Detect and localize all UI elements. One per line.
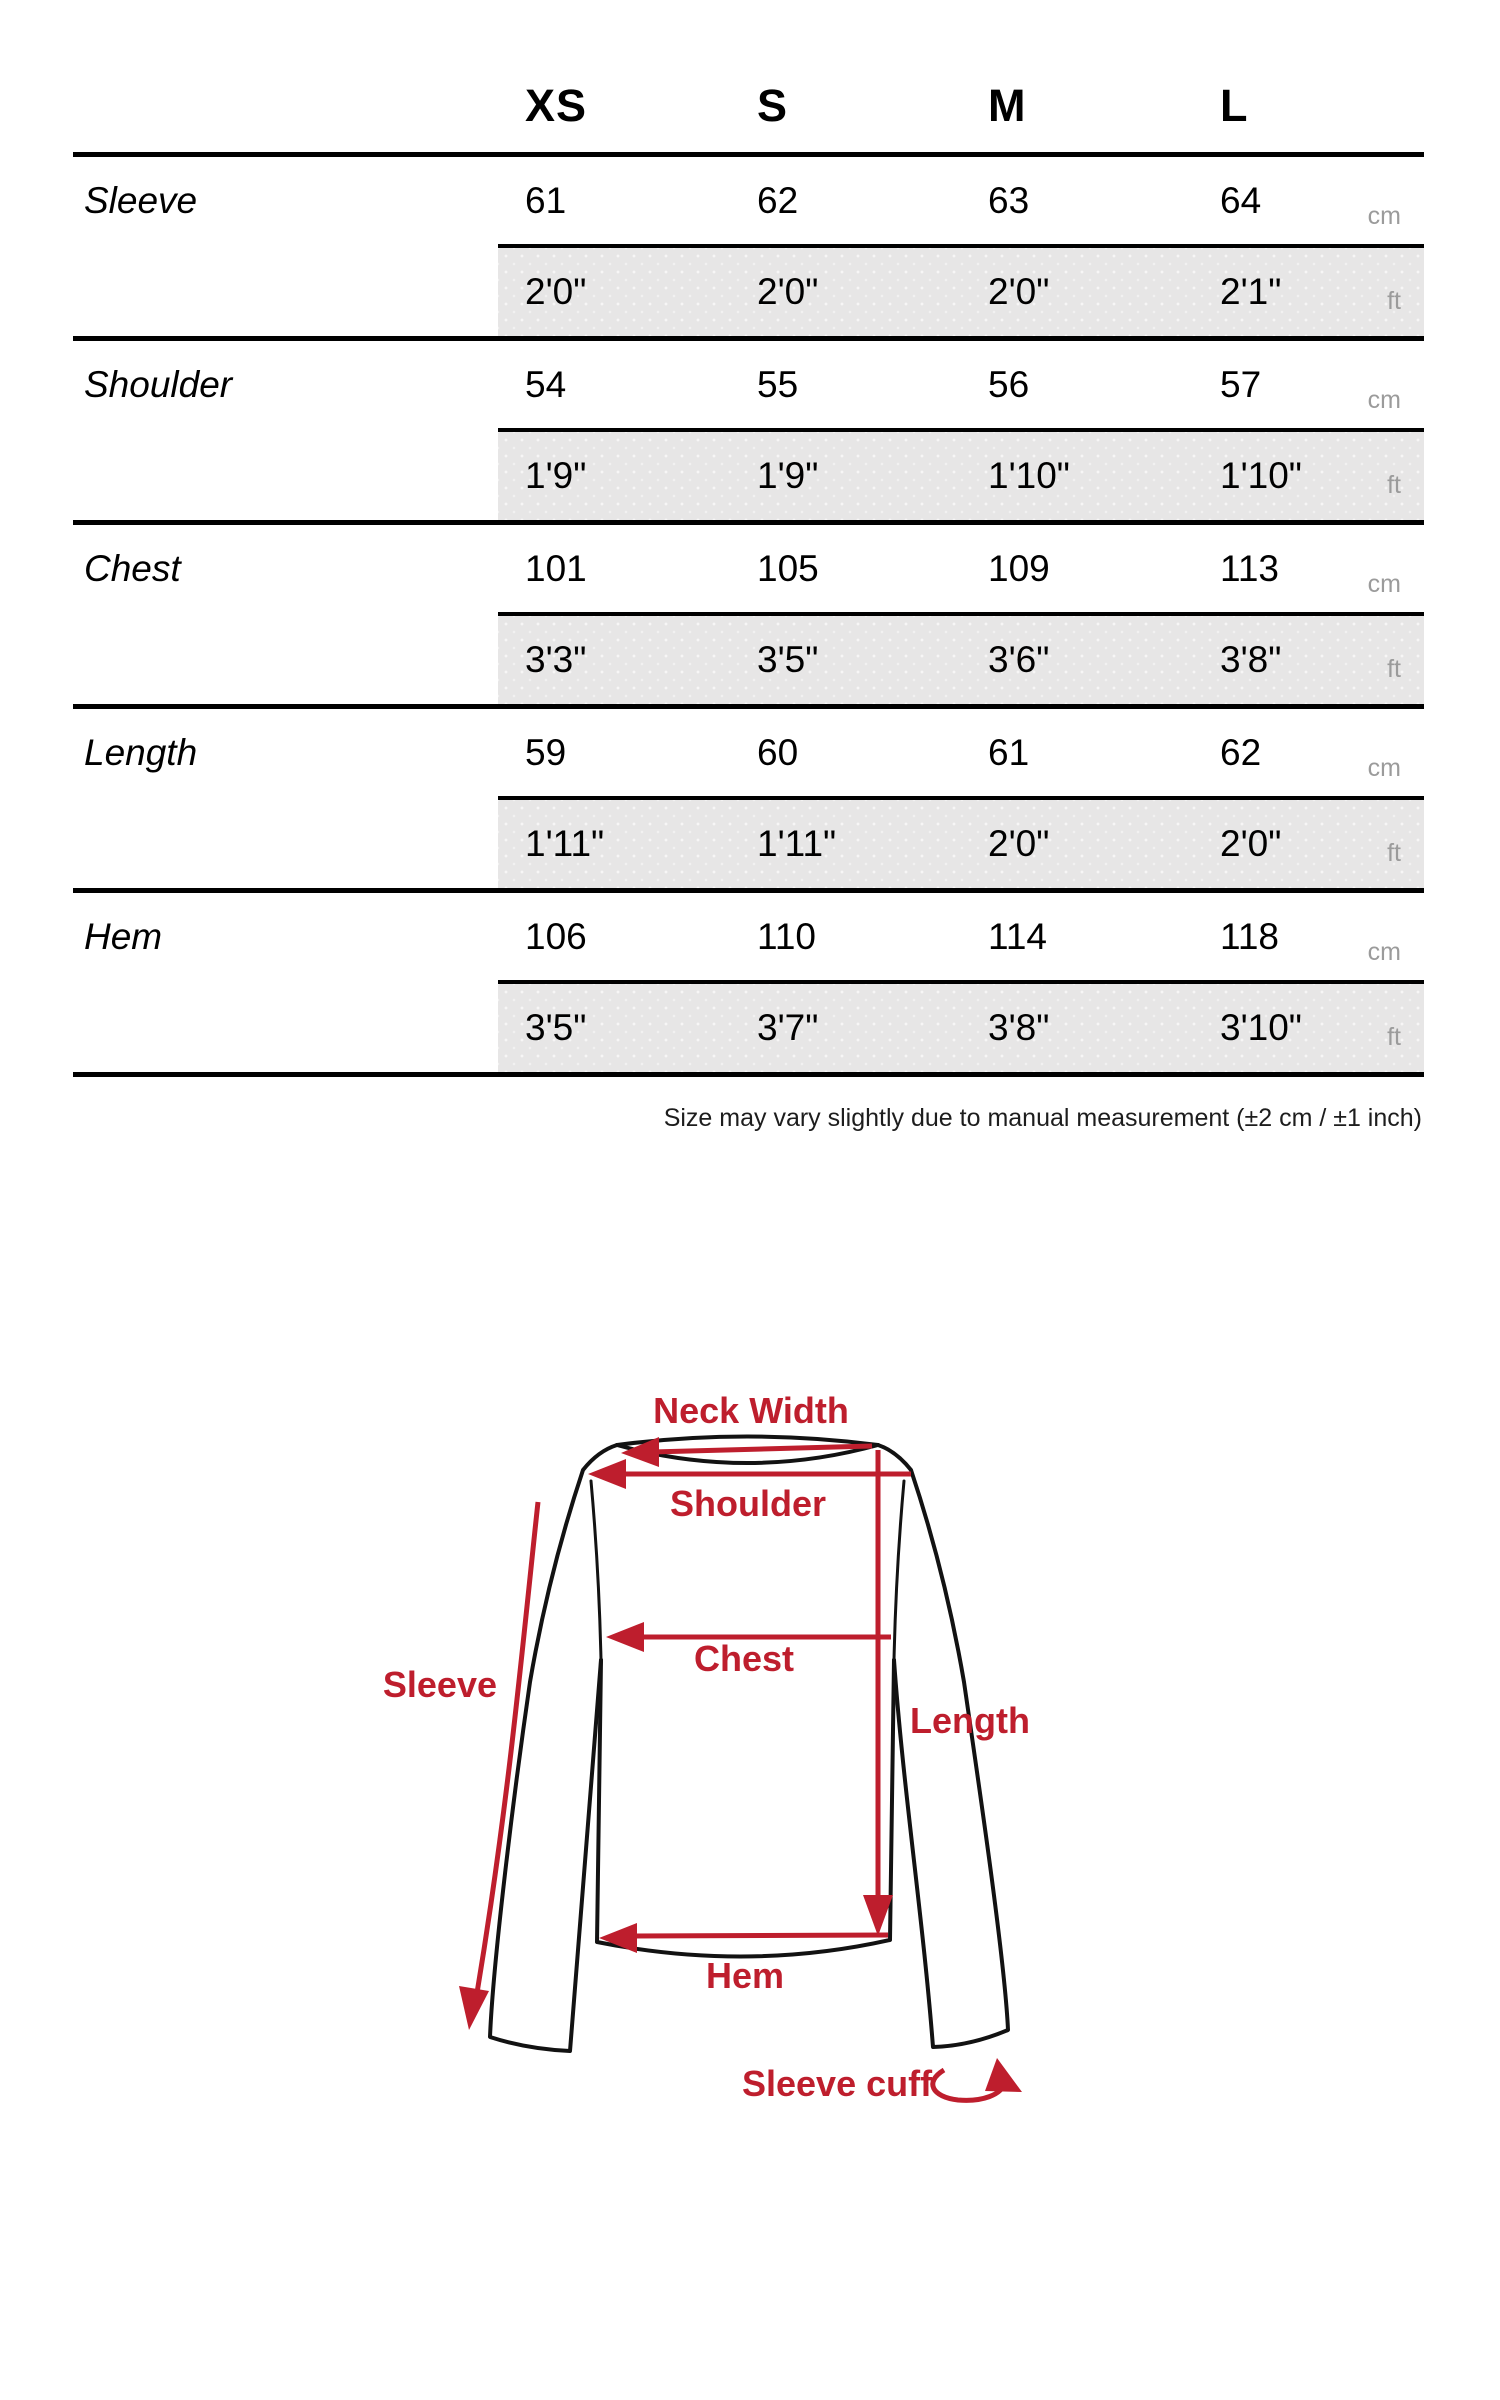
column-header-m: M [988,80,1027,131]
cm-value-s: 55 [757,363,799,405]
row-label: Hem [84,915,163,957]
ft-row [73,428,1424,520]
garment-diagram [380,1385,1060,2225]
ft-band [498,980,1424,1072]
cm-value-l: 62 [1220,731,1262,773]
chest-label: Chest [693,1638,795,1679]
cm-value-s: 62 [757,179,799,221]
chest-arrowhead [606,1622,644,1652]
cm-value-l: 64 [1220,179,1262,221]
ft-band [498,612,1424,704]
cm-value-l: 113 [1220,547,1279,589]
right-armhole-seam [894,1481,904,1660]
measurement-group-length [73,709,1424,893]
measurement-group-sleeve [73,157,1424,341]
cm-value-xs: 54 [525,363,567,405]
right-sleeve-outline [878,1445,1008,2047]
sleeve-label: Sleeve [382,1664,497,1705]
row-label: Shoulder [84,363,233,405]
ft-value-s: 3'5" [757,639,819,680]
cm-value-s: 60 [757,731,799,773]
row-label: Length [84,731,198,773]
cm-value-xs: 61 [525,179,567,221]
ft-value-s: 3'7" [757,1007,819,1048]
ft-value-l: 2'0" [1220,823,1282,864]
hem-arrow-line [633,1935,888,1936]
measurement-group-chest [73,525,1424,709]
unit-label-cm: cm [1367,570,1401,598]
cm-value-l: 57 [1220,363,1262,405]
measurement-group-shoulder [73,341,1424,525]
cm-value-xs: 101 [525,547,587,589]
ft-value-s: 1'11" [757,823,837,864]
sleeve-cuff-arrowhead [985,2058,1022,2092]
unit-label-ft: ft [1387,1023,1401,1051]
unit-label-cm: cm [1367,754,1401,782]
ft-band [498,244,1424,336]
ft-value-m: 3'6" [988,639,1050,680]
measurement-group-hem [73,893,1424,1077]
size-table [73,60,1424,1133]
sleeve-arrowhead [459,1986,489,2030]
ft-row [73,612,1424,704]
ft-band [498,796,1424,888]
neck-width-label: Neck Width [653,1390,849,1431]
cm-value-m: 63 [988,179,1030,221]
neck-width-arrow-line [652,1446,872,1452]
ft-value-m: 2'0" [988,823,1050,864]
sleeve-arrow-line [477,1502,538,1993]
left-armhole-seam [591,1481,601,1660]
measurement-note: Size may vary slightly due to manual measurement (±2 cm / ±1 inch) [663,1104,1422,1132]
ft-value-xs: 2'0" [525,271,587,312]
unit-label-ft: ft [1387,839,1401,867]
cm-value-xs: 59 [525,731,567,773]
cm-value-s: 110 [757,915,816,957]
unit-label-cm: cm [1367,202,1401,230]
size-table-header [73,60,1424,157]
cm-value-xs: 106 [525,915,587,957]
sleeve-cuff-label: Sleeve cuff [742,2063,933,2104]
body-outline [597,1660,894,1957]
ft-value-m: 3'8" [988,1007,1050,1048]
ft-value-s: 1'9" [757,455,819,496]
ft-row [73,244,1424,336]
cm-row [73,709,1424,796]
column-header-l: L [1220,80,1249,131]
cm-value-m: 56 [988,363,1030,405]
unit-label-cm: cm [1367,938,1401,966]
ft-value-s: 2'0" [757,271,819,312]
ft-value-l: 1'10" [1220,455,1302,496]
row-label: Sleeve [84,179,198,221]
ft-value-l: 3'10" [1220,1007,1302,1048]
ft-value-m: 1'10" [988,455,1070,496]
cm-value-m: 61 [988,731,1030,773]
cm-row [73,525,1424,612]
ft-value-xs: 1'11" [525,823,605,864]
cm-row [73,893,1424,980]
unit-label-ft: ft [1387,471,1401,499]
ft-value-xs: 3'5" [525,1007,587,1048]
column-header-xs: XS [525,80,588,131]
cm-row [73,341,1424,428]
ft-value-xs: 1'9" [525,455,587,496]
unit-label-ft: ft [1387,655,1401,683]
row-label: Chest [84,547,181,589]
cm-value-s: 105 [757,547,819,589]
cm-value-m: 109 [988,547,1050,589]
ft-row [73,980,1424,1072]
ft-band [498,428,1424,520]
cm-value-l: 118 [1220,915,1279,957]
ft-value-l: 3'8" [1220,639,1282,680]
ft-value-xs: 3'3" [525,639,587,680]
shoulder-label: Shoulder [669,1483,827,1524]
unit-label-cm: cm [1367,386,1401,414]
cm-row [73,157,1424,244]
ft-row [73,796,1424,888]
hem-label: Hem [705,1955,785,1996]
shoulder-arrowhead [588,1459,626,1489]
ft-value-m: 2'0" [988,271,1050,312]
column-header-s: S [757,80,789,131]
cm-value-m: 114 [988,915,1047,957]
hem-arrowhead [599,1923,637,1953]
length-label: Length [910,1700,1030,1741]
unit-label-ft: ft [1387,287,1401,315]
ft-value-l: 2'1" [1220,271,1282,312]
